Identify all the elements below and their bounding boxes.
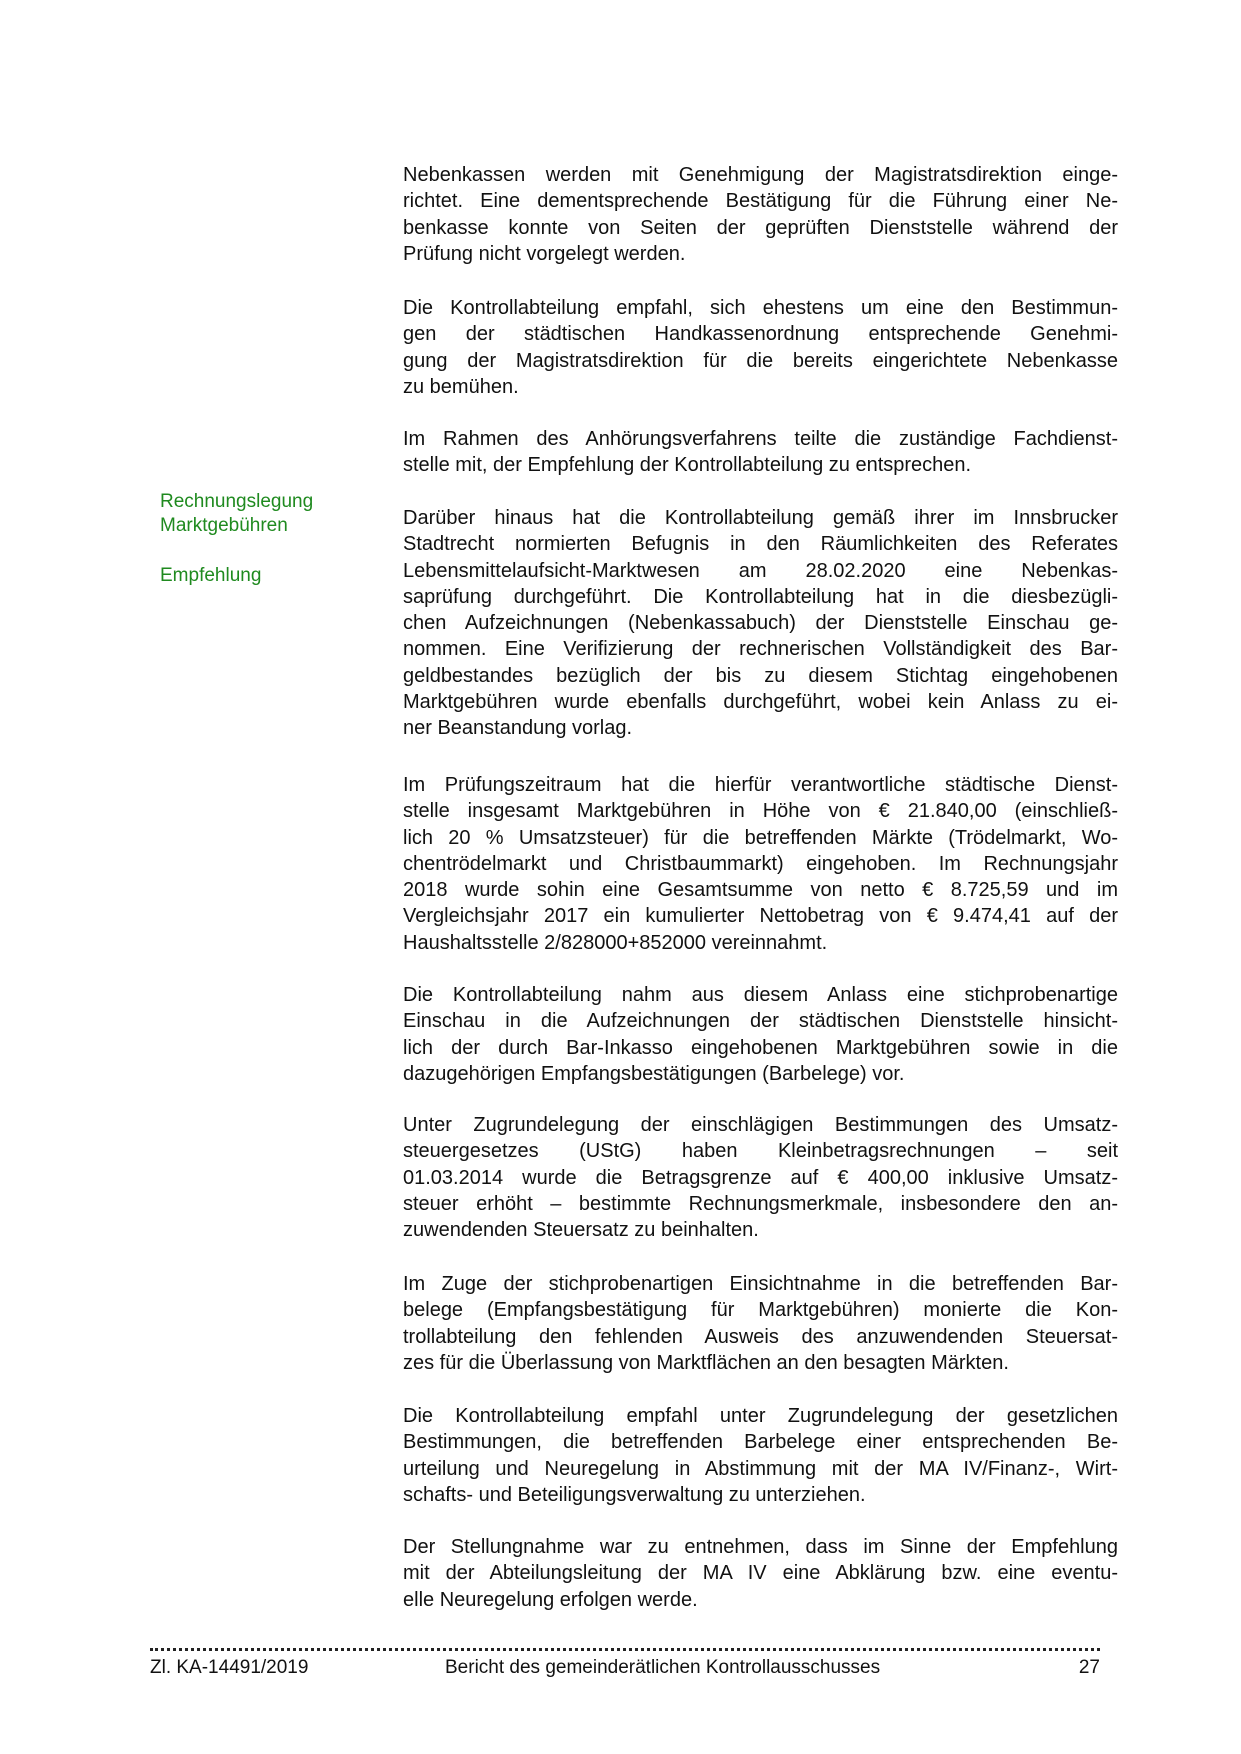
footer-reference: Zl. KA-14491/2019 (150, 1657, 309, 1678)
paragraph-line: zuwendenden Steuersatz zu beinhalten. (403, 1219, 759, 1242)
paragraph-line: urteilung und Neuregelung in Abstimmung mit der MA IV/Finanz-, Wirt- (403, 1457, 1118, 1480)
paragraph-line: schafts- und Beteiligungsverwaltung zu unterziehen. (403, 1483, 866, 1506)
paragraph-line: Die Kontrollabteilung empfahl, sich ehestens um eine den Bestimmun- (403, 297, 1118, 319)
paragraph (403, 1112, 1118, 1243)
paragraph-line: 2018 wurde sohin eine Gesamtsumme von netto € 8.725,59 und im (403, 879, 1118, 902)
footer-divider (150, 1648, 1100, 1651)
paragraph-line: richtet. Eine dementsprechende Bestätigung für die Führung einer Ne- (403, 190, 1118, 213)
paragraph-line: lich 20 % Umsatzsteuer) für die betreffenden Märkte (Trödelmarkt, Wo- (403, 826, 1118, 849)
margin-note-heading-line2: Marktgebühren (160, 515, 288, 536)
paragraph-line: ner Beanstandung vorlag. (403, 717, 633, 740)
paragraph-line: dazugehörigen Empfangsbestätigungen (Barbelege) vor. (403, 1062, 905, 1085)
margin-note-heading (160, 490, 313, 538)
paragraph-line: saprüfung durchgeführt. Die Kontrollabteilung hat in die diesbezügli- (403, 585, 1118, 608)
paragraph (403, 1271, 1118, 1376)
paragraph-line: gung der Magistratsdirektion für die bereits eingerichtete Nebenkasse (403, 349, 1118, 372)
paragraph-line: Prüfung nicht vorgelegt werden. (403, 242, 686, 265)
paragraph-line: Nebenkassen werden mit Genehmigung der Magistratsdirektion einge- (403, 164, 1118, 186)
page-number: 27 (1078, 1657, 1100, 1678)
paragraph-line: zu bemühen. (403, 375, 519, 398)
paragraph-line: stelle mit, der Empfehlung der Kontrollabteilung zu entsprechen. (403, 454, 972, 477)
footer-title: Bericht des gemeinderätlichen Kontrollausschusses (445, 1657, 881, 1678)
paragraph-line: zes für die Überlassung von Marktflächen an den besagten Märkten. (403, 1351, 1009, 1374)
paragraph-line: stelle insgesamt Marktgebühren in Höhe von € 21.840,00 (einschließ- (403, 800, 1118, 823)
paragraph-line: chen Aufzeichnungen (Nebenkassabuch) der Dienststelle Einschau ge- (403, 612, 1118, 635)
paragraph-line: gen der städtischen Handkassenordnung entsprechende Genehmi- (403, 323, 1118, 346)
paragraph-line: Bestimmungen, die betreffenden Barbelege einer entsprechenden Be- (403, 1431, 1118, 1454)
paragraph (403, 982, 1118, 1087)
paragraph-line: Im Prüfungszeitraum hat die hierfür verantwortliche städtische Dienst- (403, 774, 1118, 796)
paragraph-line: mit der Abteilungsleitung der MA IV eine Abklärung bzw. eine eventu- (403, 1562, 1118, 1585)
paragraph-line: Darüber hinaus hat die Kontrollabteilung gemäß ihrer im Innsbrucker (403, 507, 1118, 529)
paragraph-line: Lebensmittelaufsicht-Marktwesen am 28.02.2020 eine Nebenkas- (403, 559, 1118, 582)
paragraph-line: Die Kontrollabteilung nahm aus diesem Anlass eine stichprobenartige (403, 984, 1118, 1006)
paragraph-line: 01.03.2014 wurde die Betragsgrenze auf € 400,00 inklusive Umsatz- (403, 1166, 1118, 1189)
paragraph (403, 1534, 1118, 1613)
paragraph (403, 772, 1118, 956)
paragraph-line: belege (Empfangsbestätigung für Marktgebühren) monierte die Kon- (403, 1299, 1118, 1322)
paragraph-line: Einschau in die Aufzeichnungen der städtischen Dienststelle hinsicht- (403, 1010, 1118, 1033)
paragraph-line: Marktgebühren wurde ebenfalls durchgeführt, wobei kein Anlass zu ei- (403, 691, 1118, 714)
paragraph-line: steuer erhöht – bestimmte Rechnungsmerkmale, insbesondere den an- (403, 1192, 1118, 1215)
margin-note-heading-line1: Rechnungslegung (160, 491, 314, 512)
paragraph-line: lich der durch Bar-Inkasso eingehobenen Marktgebühren sowie in die (403, 1036, 1118, 1059)
paragraph (403, 505, 1118, 742)
paragraph (403, 295, 1118, 400)
paragraph-line: nommen. Eine Verifizierung der rechnerischen Vollständigkeit des Bar- (403, 638, 1118, 661)
paragraph-line: Der Stellungnahme war zu entnehmen, dass im Sinne der Empfehlung (403, 1536, 1118, 1558)
paragraph-line: geldbestandes bezüglich der bis zu diesem Stichtag eingehobenen (403, 664, 1118, 687)
paragraph-line: Im Zuge der stichprobenartigen Einsichtnahme in die betreffenden Bar- (403, 1273, 1118, 1295)
paragraph-line: Die Kontrollabteilung empfahl unter Zugrundelegung der gesetzlichen (403, 1405, 1118, 1427)
paragraph-line: Stadtrecht normierten Befugnis in den Räumlichkeiten des Referates (403, 533, 1118, 556)
paragraph-line: benkasse konnte von Seiten der geprüften Dienststelle während der (403, 216, 1118, 239)
paragraph-line: elle Neuregelung erfolgen werde. (403, 1588, 698, 1611)
paragraph-line: trollabteilung den fehlenden Ausweis des anzuwendenden Steuersat- (403, 1325, 1118, 1348)
paragraph-line: steuergesetzes (UStG) haben Kleinbetragsrechnungen – seit (403, 1140, 1118, 1163)
paragraph-line: Haushaltsstelle 2/828000+852000 vereinnahmt. (403, 931, 828, 954)
margin-note-recommendation: Empfehlung (160, 565, 262, 586)
paragraph-line: Im Rahmen des Anhörungsverfahrens teilte die zuständige Fachdienst- (403, 428, 1118, 450)
paragraph-line: chentrödelmarkt und Christbaummarkt) eingehoben. Im Rechnungsjahr (403, 852, 1118, 875)
paragraph-line: Vergleichsjahr 2017 ein kumulierter Nettobetrag von € 9.474,41 auf der (403, 905, 1118, 928)
paragraph (403, 1403, 1118, 1508)
paragraph (403, 426, 1118, 479)
paragraph-line: Unter Zugrundelegung der einschlägigen Bestimmungen des Umsatz- (403, 1114, 1118, 1136)
paragraph (403, 162, 1118, 267)
